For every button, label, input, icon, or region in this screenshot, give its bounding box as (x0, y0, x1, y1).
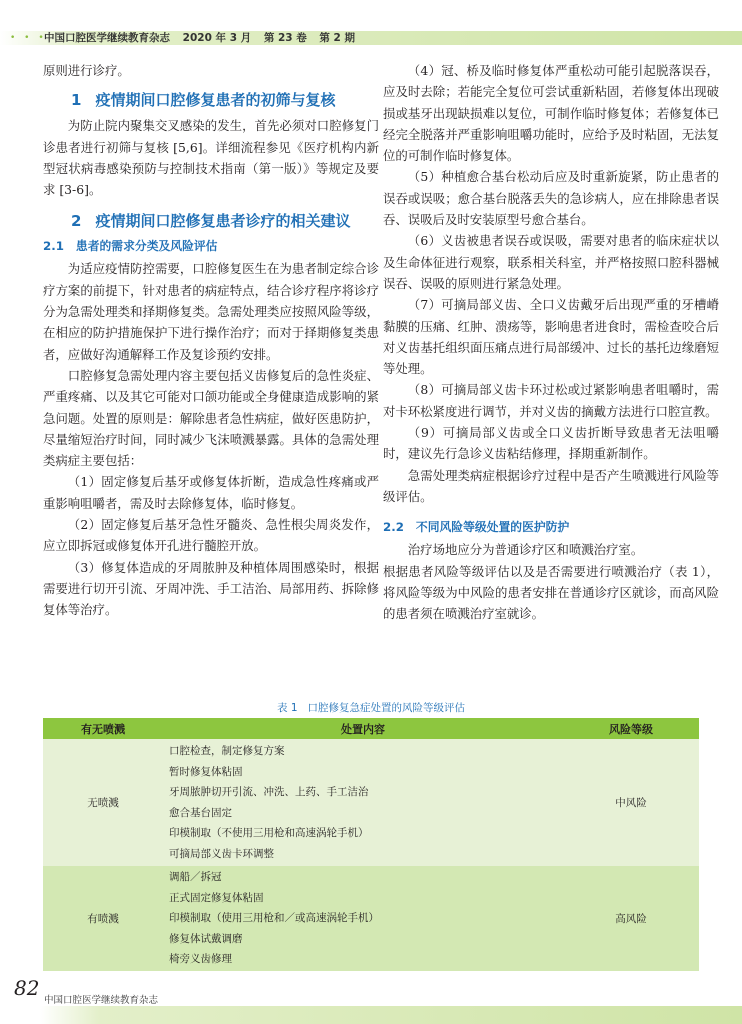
spatter-cell: 无喷溅 (43, 739, 163, 866)
subsection-2-1-heading (43, 236, 379, 256)
table-title: 口腔修复急症处置的风险等级评估 (307, 702, 466, 714)
column-header: 处置内容 (163, 718, 563, 739)
section-1-heading (43, 89, 379, 111)
paragraph: （4）冠、桥及临时修复体严重松动可能引起脱落误吞，应及时去除；若能完全复位可尝试重新粘固，若修复体出现破损或基牙出现缺损难以复位，可制作临时修复体；若修复体已经完全脱落并严重影响咀嚼功能时，应给予及时粘固，无法复位的可制作临时修复体。 (383, 63, 719, 164)
footer-bar (40, 1006, 742, 1024)
column-header: 风险等级 (563, 718, 699, 739)
header-volume: 第 23 卷 (263, 32, 307, 44)
section-title: 疫情期间口腔修复患者诊疗的相关建议 (95, 212, 351, 231)
spatter-cell: 有喷溅 (43, 866, 163, 971)
paragraph: 为防止院内聚集交叉感染的发生，首先必须对口腔修复门诊患者进行初筛与复核 [5,6]。详细流程参见《医疗机构内新型冠状病毒感染预防与控制技术指南（第一版）》等规定及要求 [3-6]。 (43, 118, 379, 198)
section-title: 疫情期间口腔修复患者的初筛与复核 (95, 91, 336, 110)
right-column (383, 60, 719, 624)
paragraph: 为适应疫情防控需要，口腔修复医生在为患者制定综合诊疗方案的前提下，针对患者的病症特点，结合诊疗程序将诊疗分为急需处理类和择期修复类。急需处理类应按照风险等级，在相应的防护措施保护下进行操作治疗；而对于择期修复类患者，应做好沟通解释工作及复诊预约安排。 (43, 261, 379, 362)
table-row (43, 739, 699, 866)
subsection-2-2-heading (383, 517, 719, 537)
subsection-number: 2.2 (383, 520, 404, 535)
table-row (43, 866, 699, 971)
procedure-item: 暂时修复体粘固 (169, 765, 243, 778)
procedure-item: 修复体试戴调磨 (169, 932, 243, 945)
procedure-item: 牙周脓肿切开引流、冲洗、上药、手工洁治 (169, 786, 369, 798)
procedure-item: 可摘局部义齿卡环调整 (169, 847, 274, 860)
paragraph: 口腔修复急需处理内容主要包括义齿修复后的急性炎症、严重疼痛、以及其它可能对口颌功能或全身健康造成影响的紧急问题。处置的原则是：解除患者急性病症，做好医患防护，尽量缩短治疗时间，同时减少飞沫喷溅暴露。具体的急需处理类病症主要包括： (43, 367, 379, 469)
header-date: 2020 年 3 月 (182, 32, 252, 44)
paragraph: （7）可摘局部义齿、全口义齿戴牙后出现严重的牙槽嵴黏膜的压痛、红肿、溃疡等，影响患者进食时，需检查咬合后对义齿基托组织面压痛点进行局部缓冲、过长的基托边缘磨短等处理。 (383, 297, 719, 377)
header-text (44, 31, 364, 45)
paragraph: （9）可摘局部义齿或全口义齿折断导致患者无法咀嚼时，建议先行急诊义齿粘结修理，择期重新制作。 (383, 425, 719, 462)
paragraph: 原则进行诊疗。 (43, 63, 130, 78)
procedure-item: 印模制取（使用三用枪和／或高速涡轮手机） (169, 912, 379, 924)
table-number: 表 1 (276, 702, 298, 714)
procedure-item: 口腔检查，制定修复方案 (169, 745, 285, 757)
procedure-item: 调船／拆冠 (169, 871, 222, 883)
paragraph: 根据患者风险等级评估以及是否需要进行喷溅治疗（表 1），将风险等级为中风险的患者安排在普通诊疗区就诊，而高风险的患者须在喷溅治疗室就诊。 (383, 563, 719, 622)
paragraph: （8）可摘局部义齿卡环过松或过紧影响患者咀嚼时，需对卡环松紧度进行调节，并对义齿的摘戴方法进行口腔宣教。 (383, 382, 719, 419)
header-issue: 第 2 期 (319, 32, 356, 44)
page-number: 82 (14, 976, 40, 1000)
table-header-row (43, 718, 699, 739)
procedure-item: 正式固定修复体粘固 (169, 891, 264, 904)
procedure-cell (163, 739, 563, 866)
table-caption (0, 700, 742, 715)
paragraph: 治疗场地应分为普通诊疗区和喷溅治疗室。 (407, 542, 644, 558)
header-dots-icon: • • • (10, 33, 47, 43)
section-2-heading (43, 210, 379, 232)
paragraph: （2）固定修复后基牙急性牙髓炎、急性根尖周炎发作，应立即拆冠或修复体开孔进行髓腔开放。 (43, 517, 379, 554)
page-header (0, 0, 742, 50)
procedure-item: 椅旁义齿修理 (169, 953, 232, 965)
column-header: 有无喷溅 (43, 718, 163, 739)
section-number: 2 (71, 212, 82, 231)
subsection-title: 患者的需求分类及风险评估 (75, 239, 218, 254)
risk-cell: 中风险 (563, 739, 699, 866)
subsection-title: 不同风险等级处置的医护防护 (415, 520, 570, 535)
footer-journal: 中国口腔医学继续教育杂志 (44, 995, 159, 1006)
procedure-item: 愈合基台固定 (169, 806, 232, 819)
section-number: 1 (71, 91, 82, 110)
procedure-item: 印模制取（不使用三用枪和高速涡轮手机） (169, 827, 369, 839)
paragraph: （5）种植愈合基台松动后应及时重新旋紧，防止患者的误吞或误吸；愈合基台脱落丢失的急诊病人，应在排除患者误吞、误吸后及时安装原型号愈合基台。 (383, 169, 719, 228)
paragraph: （6）义齿被患者误吞或误吸，需要对患者的临床症状以及生命体征进行观察，联系相关科室，并严格按照口腔科器械误吞、误吸的原则进行紧急处理。 (383, 233, 719, 291)
subsection-number: 2.1 (43, 239, 64, 254)
paragraph: （3）修复体造成的牙周脓肿及种植体周围感染时，根据需要进行切开引流、牙周冲洗、手工洁治、局部用药、拆除修复体等治疗。 (43, 559, 379, 618)
left-column (43, 60, 379, 621)
risk-cell: 高风险 (563, 866, 699, 971)
procedure-cell (163, 866, 563, 971)
paragraph: （1）固定修复后基牙或修复体折断，造成急性疼痛或严重影响咀嚼者，需及时去除修复体，临时修复。 (43, 474, 379, 511)
risk-table (43, 718, 699, 971)
header-journal: 中国口腔医学继续教育杂志 (44, 32, 170, 44)
paragraph: 急需处理类病症根据诊疗过程中是否产生喷溅进行风险等级评估。 (383, 467, 719, 504)
